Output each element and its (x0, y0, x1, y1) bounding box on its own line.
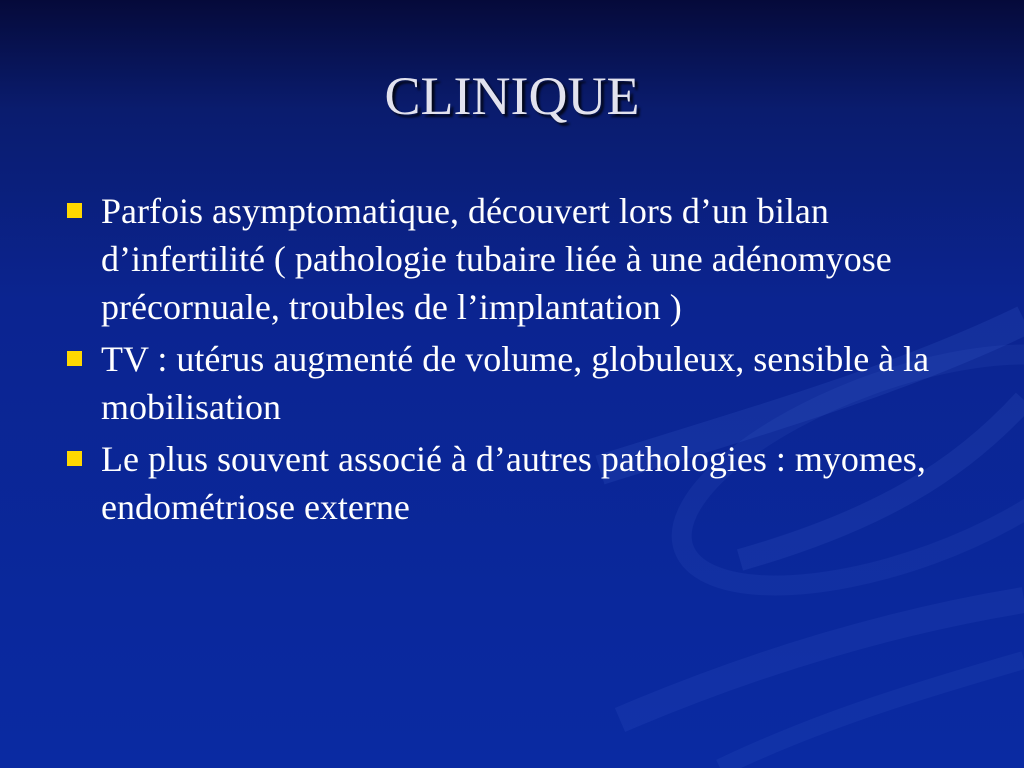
slide-title: CLINIQUE (384, 66, 640, 126)
bullet-text-2: TV : utérus augmenté de volume, globuleux, sensible à la mobilisation (101, 339, 930, 427)
square-bullet-icon (67, 351, 82, 366)
bullet-text-3: Le plus souvent associé à d’autres pathologies : myomes, endométriose externe (101, 439, 926, 527)
bullet-item-2 (0, 335, 941, 431)
bullet-item-1 (0, 187, 941, 331)
bullet-item-3 (0, 435, 941, 531)
square-bullet-icon (67, 451, 82, 466)
square-bullet-icon (67, 203, 82, 218)
bullet-list (0, 187, 1024, 535)
bullet-text-1: Parfois asymptomatique, découvert lors d’un bilan d’infertilité ( pathologie tubaire liée à une adénomyose précornuale, troubles de l’implantation ) (101, 191, 892, 327)
